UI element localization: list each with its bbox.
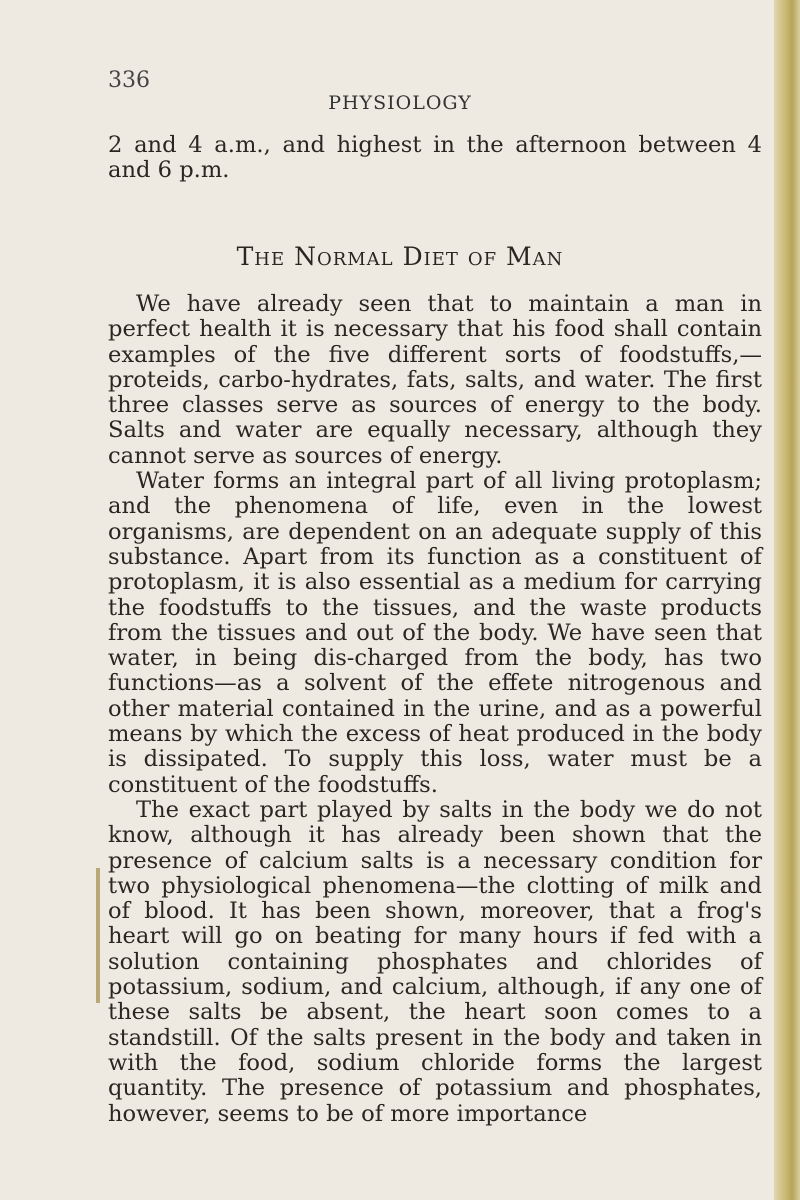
paragraph-3: The exact part played by salts in the body we do not know, although it has already been shown that the presence of calcium salts is a necessary condition for two physiological phenomena—the clotting of milk and of blood. It has been shown, moreover, that a frog's heart will go on beating for many hours if fed with a solution containing phosphates and chlorides of potassium, sodium, and calcium, although, if any one of these salts be absent, the heart soon comes to a standstill. Of the salts present in the body and taken in with the food, sodium chloride forms the largest quantity. The presence of potassium and phosphates, however, seems to be of more importance xyxy=(108,796,762,1127)
paragraph-1: We have already seen that to maintain a man in perfect health it is necessary that his food shall contain examples of the five different sorts of foodstuffs,—proteids, carbo-hydrates, fats, salts, and water. The first three classes serve as sources of energy to the body. Salts and water are equally necessary, although they cannot serve as sources of energy. xyxy=(108,291,762,469)
page-number: 336 xyxy=(108,68,150,93)
section-heading: The Normal Diet of Man xyxy=(236,242,564,271)
page-edge xyxy=(774,0,800,1200)
continuation-paragraph xyxy=(108,133,762,184)
continuation-text: 2 and 4 a.m., and highest in the afternoon between 4 and 6 p.m. xyxy=(108,132,762,184)
body-text xyxy=(108,292,762,1127)
paragraph-2: Water forms an integral part of all living protoplasm; and the phenomena of life, even in the lowest organisms, are dependent on an adequate supply of this substance. Apart from its function as a constituent of protoplasm, it is also essential as a medium for carrying the foodstuffs to the tissues, and the waste products from the tissues and out of the body. We have seen that water, in being dis-charged from the body, has two functions—as a solvent of the effete nitrogenous and other material contained in the urine, and as a powerful means by which the excess of heat produced in the body is dissipated. To supply this loss, water must be a constituent of the foodstuffs. xyxy=(108,468,762,798)
margin-mark xyxy=(96,868,100,1003)
running-title: PHYSIOLOGY xyxy=(328,92,472,114)
